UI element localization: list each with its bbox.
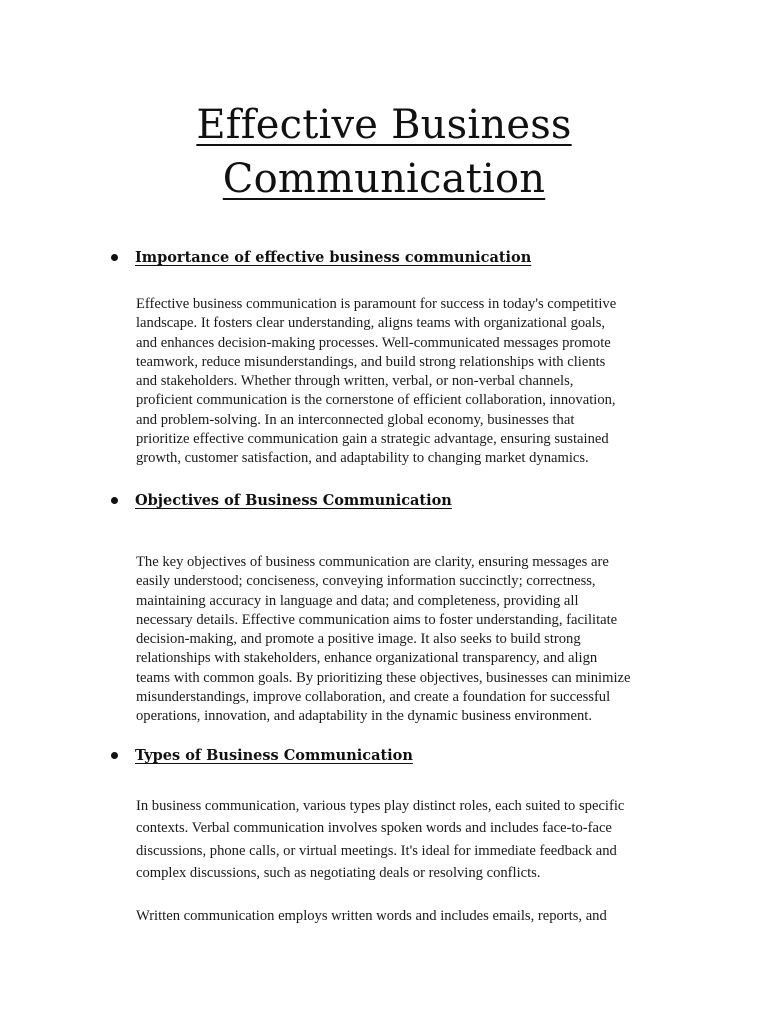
paragraph-line: The key objectives of business communication are clarity, ensuring messages are: [136, 554, 609, 570]
paragraph-line: maintaining accuracy in language and data; and completeness, providing all: [136, 592, 579, 609]
section-paragraph: [136, 795, 681, 884]
paragraph-line: and enhances decision-making processes. Well-communicated messages promote: [136, 334, 611, 351]
paragraph-line: and problem-solving. In an interconnected global economy, businesses that: [136, 411, 575, 428]
paragraph-line: operations, innovation, and adaptability in the dynamic business environment.: [136, 708, 592, 725]
paragraph-line: prioritize effective communication gain a strategic advantage, ensuring sustained: [136, 431, 609, 448]
paragraph-line: teamwork, reduce misunderstandings, and build strong relationships with clients: [136, 353, 606, 370]
paragraph-line: proficient communication is the cornerstone of efficient collaboration, innovation,: [136, 392, 616, 409]
section-title: Importance of effective business communication: [135, 249, 532, 266]
paragraph-line: complex discussions, such as negotiating deals or resolving conflicts.: [136, 864, 541, 881]
title-line-2: Communication: [222, 156, 546, 202]
paragraph-line: decision-making, and promote a positive image. It also seeks to build strong: [136, 631, 581, 648]
section-paragraph: [136, 295, 681, 469]
paragraph-line: relationships with stakeholders, enhance organizational transparency, and align: [136, 650, 598, 667]
section-paragraph: [136, 553, 681, 727]
paragraph-line: necessary details. Effective communication aims to foster understanding, facilitate: [136, 611, 618, 628]
paragraph-line: Written communication employs written words and includes emails, reports, and: [136, 908, 607, 924]
section-heading-types: [111, 747, 413, 764]
bullet-icon: [111, 254, 118, 261]
paragraph-line: teams with common goals. By prioritizing these objectives, businesses can minimize: [136, 669, 631, 686]
paragraph-line: landscape. It fosters clear understanding, aligns teams with organizational goals,: [136, 315, 606, 332]
paragraph-line: misunderstandings, improve collaboration, and create a foundation for successful: [136, 689, 611, 706]
section-title: Types of Business Communication: [135, 747, 413, 764]
section-paragraph: [136, 905, 681, 927]
paragraph-line: Effective business communication is paramount for success in today's competitive: [136, 296, 617, 312]
paragraph-line: discussions, phone calls, or virtual meetings. It's ideal for immediate feedback and: [136, 842, 617, 859]
paragraph-line: and stakeholders. Whether through written, verbal, or non-verbal channels,: [136, 373, 574, 390]
section-heading-importance: [111, 249, 531, 266]
paragraph-line: easily understood; conciseness, conveying information succinctly; correctness,: [136, 573, 596, 590]
paragraph-line: growth, customer satisfaction, and adaptability to changing market dynamics.: [136, 450, 589, 467]
paragraph-line: contexts. Verbal communication involves spoken words and includes face-to-face: [136, 820, 612, 837]
bullet-icon: [111, 752, 118, 759]
section-title: Objectives of Business Communication: [135, 492, 452, 509]
section-heading-objectives: [111, 492, 452, 509]
title-line-1: Effective Business: [196, 102, 572, 148]
page-title: [0, 98, 768, 206]
paragraph-line: In business communication, various types play distinct roles, each suited to specific: [136, 798, 625, 814]
bullet-icon: [111, 497, 118, 504]
